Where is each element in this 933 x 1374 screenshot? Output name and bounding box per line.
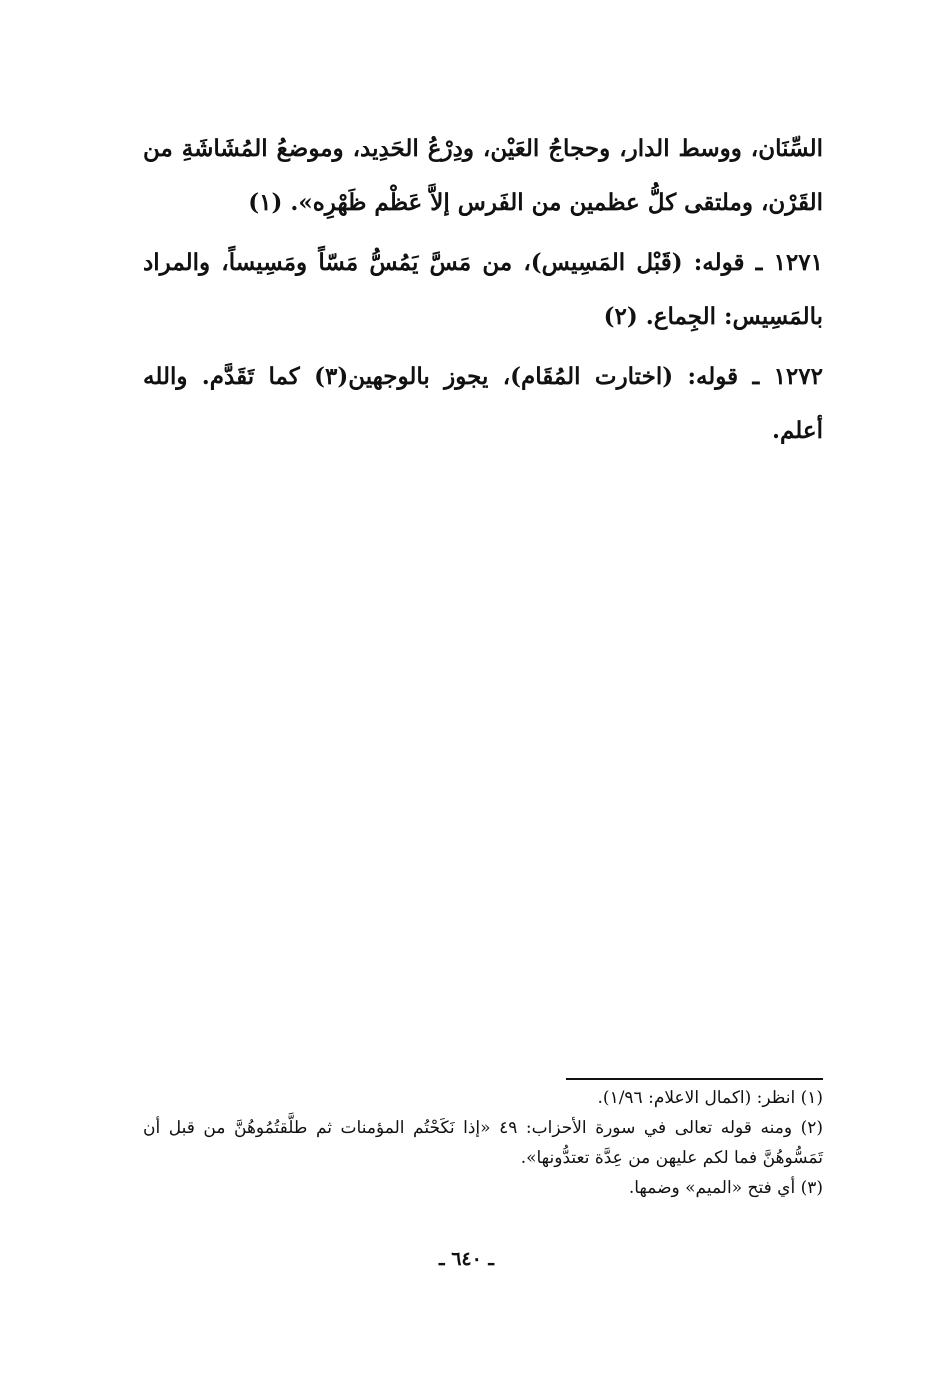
footnotes bbox=[143, 1083, 823, 1203]
main-text bbox=[143, 122, 823, 464]
paragraph-1: السِّنَان، ووسط الدار، وحجاجُ العَيْن، ودِرْعُ الحَدِيد، وموضعُ المُشَاشَةِ من القَرْن، وملتقى كلُّ عظمين من الفَرس إلاَّ عَظْم ظَهْرِه». (١) bbox=[143, 135, 823, 216]
paragraph-entry-1272: ١٢٧٢ ـ قوله: (اختارت المُقَام)، يجوز بالوجهين(٣) كما تَقَدَّم. والله أعلم. bbox=[143, 363, 823, 444]
footnote-2: (٢) ومنه قوله تعالى في سورة الأحزاب: ٤٩ «إذا نَكَحْتُم المؤمنات ثم طلَّقتُمُوهُنَّ من قبل أن تَمَسُّوهُنَّ فما لكم عليهن من عِدَّة تعتدُّونها». bbox=[143, 1118, 823, 1168]
footnote-1: (١) انظر: (اكمال الاعلام: ١/٩٦). bbox=[597, 1088, 823, 1108]
footnote-3: (٣) أي فتح «الميم» وضمها. bbox=[628, 1178, 823, 1198]
paragraph-entry-1271: ١٢٧١ ـ قوله: (قَبْل المَسِيس)، من مَسَّ يَمُسُّ مَسّاً ومَسِيساً، والمراد بالمَسِيس: الجِماع. (٢) bbox=[143, 249, 823, 330]
page-number: ـ ٦٤٠ ـ bbox=[439, 1248, 494, 1270]
footnote-divider bbox=[566, 1078, 823, 1080]
